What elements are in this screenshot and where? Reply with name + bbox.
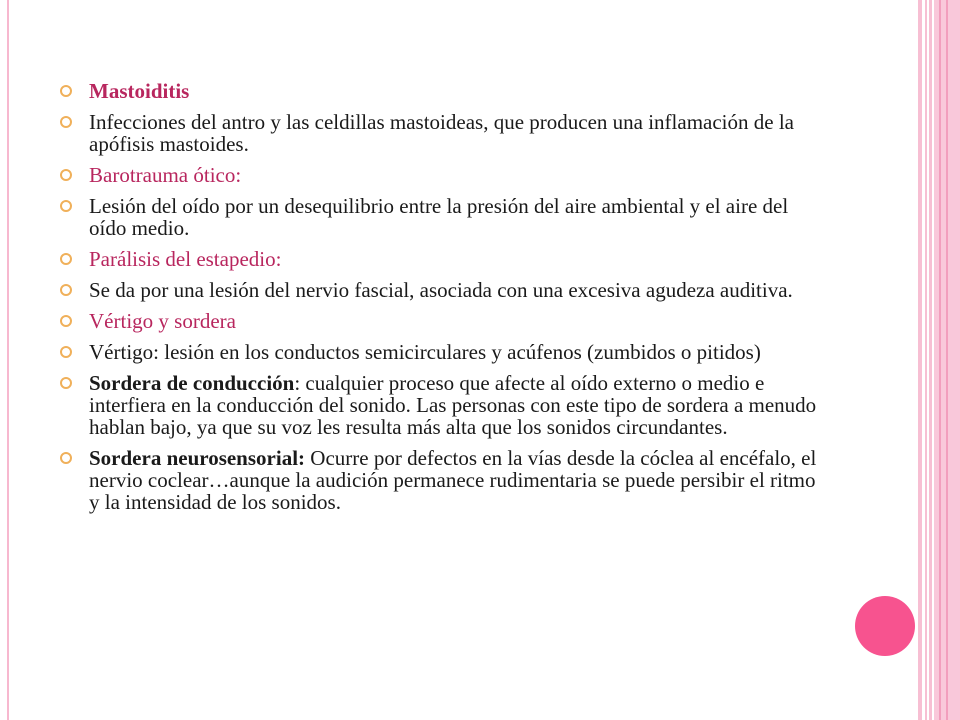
right-stripe [929,0,932,720]
list-item-heading [60,80,830,102]
list-item-heading [60,310,830,332]
item-text: Vértigo: lesión en los conductos semicirculares y acúfenos (zumbidos o pitidos) [89,340,761,364]
ring-bullet-icon [60,315,72,327]
list-item-heading [60,164,830,186]
ring-bullet-icon [60,85,72,97]
heading-barotrauma: Barotrauma ótico: [89,163,242,187]
ring-bullet-icon [60,377,72,389]
list-item [60,195,830,239]
right-stripe [925,0,927,720]
ring-bullet-icon [60,346,72,358]
list-item [60,341,830,363]
ring-bullet-icon [60,116,72,128]
decorative-circle [855,596,915,656]
list-item [60,372,830,438]
ring-bullet-icon [60,169,72,181]
item-text: Se da por una lesión del nervio fascial, asociada con una excesiva agudeza auditiva. [89,278,793,302]
ring-bullet-icon [60,253,72,265]
item-text: : cualquier proceso que afecte al oído externo o medio e interfiera en la conducción del sonido. Las personas con este tipo de sordera a menudo hablan bajo, ya que su voz les resulta más alta que los sonidos circundantes. [89,371,817,439]
term-sordera-conduccion: Sordera de conducción [89,371,295,395]
heading-vertigo: Vértigo y sordera [89,309,236,333]
heading-mastoiditis: Mastoiditis [89,79,190,103]
left-border-line [7,0,9,720]
ring-bullet-icon [60,452,72,464]
list-item [60,447,830,513]
list-item [60,111,830,155]
heading-paralisis: Parálisis del estapedio: [89,247,282,271]
item-text: Lesión del oído por un desequilibrio entre la presión del aire ambiental y el aire del oído medio. [89,194,789,240]
list-item [60,279,830,301]
term-sordera-neurosensorial: Sordera neurosensorial: [89,446,306,470]
right-stripe [939,0,941,720]
item-text: Ocurre por defectos en la vías desde la cóclea al encéfalo, el nervio coclear…aunque la audición permanece rudimentaria se puede persibir el ritmo y la intensidad de los sonidos. [89,446,817,514]
right-stripe [918,0,922,720]
right-stripe [946,0,948,720]
ring-bullet-icon [60,200,72,212]
bullet-list [60,80,830,522]
list-item-heading [60,248,830,270]
ring-bullet-icon [60,284,72,296]
item-text: Infecciones del antro y las celdillas mastoideas, que producen una inflamación de la apófisis mastoides. [89,110,794,156]
